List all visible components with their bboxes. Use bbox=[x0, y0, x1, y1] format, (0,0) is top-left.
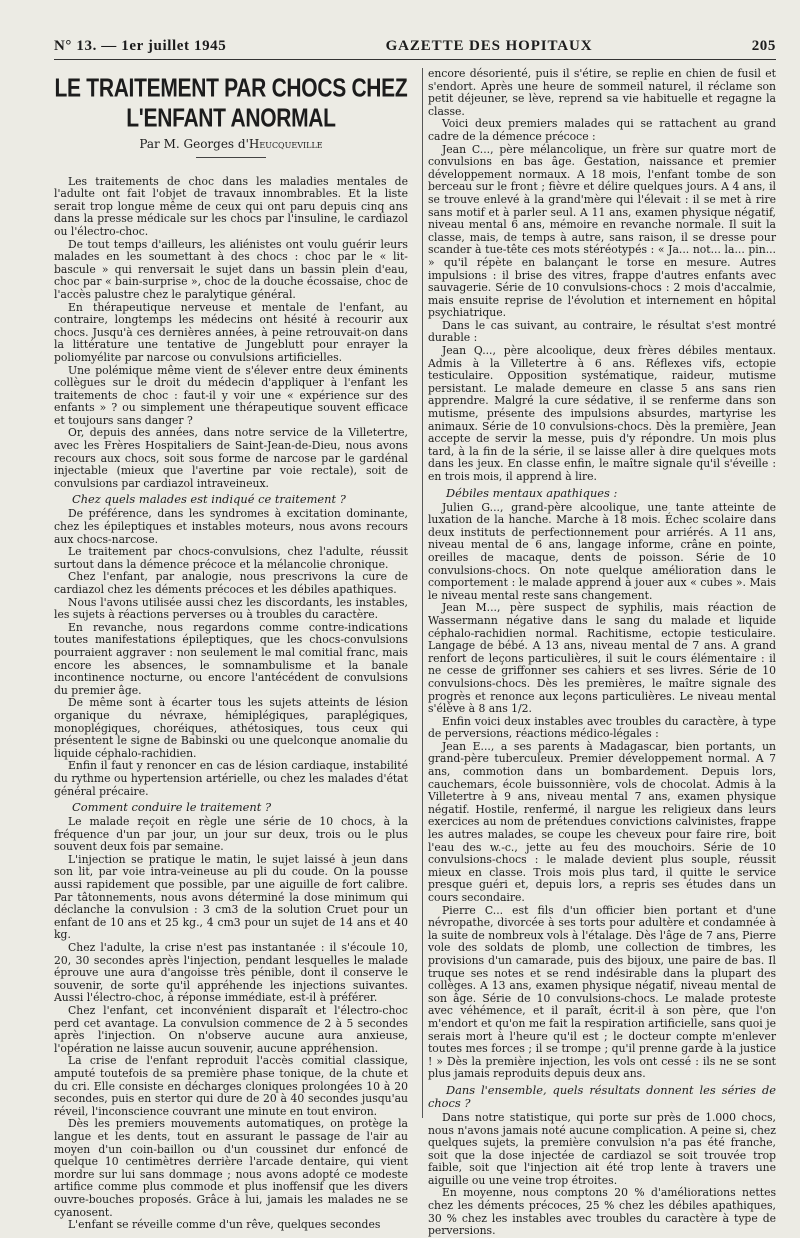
paragraph: Jean M..., père suspect de syphilis, mais réaction de Wassermann négative dans le sang du malade et liquide céphalo-rachidien normal. Rachitisme, ectopie testiculaire. Langage de bébé. A 13 ans, niveau mental de 7 ans. A grand renfort de leçons particulières, il suit le cours élémentaire : il ne cesse de griffonner ses cahiers et ses livres. Série de 10 convulsions-chocs. Dès les premières, le maître signale des progrès et renonce aux leçons particulières. Le niveau mental s'élève à 8 ans 1/2. bbox=[427, 601, 776, 716]
paragraph: Jean Q..., père alcoolique, deux frères débiles mentaux. Admis à la Villetertre à 6 ans. Réflexes vifs, ectopie testiculaire. Opposition systématique, raideur, mutisme persistant. Le malade demeure en classe 5 ans sans rien apprendre. Malgré la cure sédative, il se renferme dans son mutisme, présente des impulsions absurdes, martyrise les animaux. Série de 10 convulsions-chocs. Dès la première, Jean accepte de servir la messe, puis d'y répondre. Un mois plus tard, à la fin de la série, il se laisse aller à dire quelques mots dans les jeux. En classe enfin, le maître signale qu'il s'éveille : en trois mois, il apprend à lire. bbox=[427, 344, 776, 483]
paragraph: De tout temps d'ailleurs, les aliénistes ont voulu guérir leurs malades en les soumettant à des chocs : choc par le « lit-bascule » qui renversait le sujet dans un bassin plein d'eau, choc par « bain-surprise », choc de la douche écossaise, choc de l'accès palustre chez le paralytique général. bbox=[54, 237, 408, 301]
paragraph: De préférence, dans les syndromes à excitation dominante, chez les épileptiques et instables moteurs, nous avons recours aux chocs-narcose. bbox=[54, 507, 408, 546]
article-title: LE TRAITEMENT PAR CHOCS CHEZ L'ENFANT ANORMAL bbox=[54, 74, 408, 133]
journal-name: GAZETTE DES HOPITAUX bbox=[385, 38, 593, 54]
section-heading: Chez quels malades est indiqué ce traitement ? bbox=[72, 492, 346, 507]
paragraph: Le traitement par chocs-convulsions, chez l'adulte, réussit surtout dans la démence précoce et la mélancolie chronique. bbox=[54, 545, 408, 571]
byline-prefix: Par M. Georges d' bbox=[139, 137, 249, 151]
paragraph: Chez l'adulte, la crise n'est pas instantanée : il s'écoule 10, 20, 30 secondes après l'injection, pendant lesquelles le malade éprouve une aura d'angoisse très pénible, dont il conserve le souvenir, de sorte qu'il appréhende les injections suivantes. Aussi l'électro-choc, à réponse immédiate, est-il à préférer. bbox=[54, 941, 408, 1005]
page-number: 205 bbox=[751, 38, 776, 54]
paragraph: Chez l'enfant, cet inconvénient disparaît et l'électro-choc perd cet avantage. La convulsion commence de 2 à 5 secondes après l'injection. On n'observe aucune aura anxieuse, l'opération ne laisse aucun souvenir, aucune appréhension. bbox=[54, 1004, 408, 1055]
paragraph: Le malade reçoit en règle une série de 10 chocs, à la fréquence d'un par jour, un jour sur deux, trois ou le plus souvent deux fois par semaine. bbox=[54, 815, 408, 854]
column-divider bbox=[422, 68, 423, 1118]
paragraph: encore désorienté, puis il s'étire, se replie en chien de fusil et s'endort. Après une heure de sommeil naturel, il réclame son petit déjeuner, se lève, reprend sa vie habituelle et regagne la classe. bbox=[427, 67, 776, 118]
paragraph: L'enfant se réveille comme d'un rêve, quelques secondes bbox=[68, 1218, 381, 1232]
paragraph: Dans le cas suivant, au contraire, le résultat s'est montré durable : bbox=[427, 318, 776, 345]
section-heading: Comment conduire le traitement ? bbox=[72, 800, 272, 815]
paragraph: Or, depuis des années, dans notre service de la Villetertre, avec les Frères Hospitaliers de Saint-Jean-de-Dieu, nous avons recours aux chocs, soit sous forme de narcose par le gardénal injectable (mieux que l'avertine par voie rectale), soit de convulsions par cardiazol intraveineux. bbox=[54, 426, 408, 490]
paragraph: La crise de l'enfant reproduit l'accès comitial classique, amputé toutefois de sa première phase tonique, de la chute et du cri. Elle consiste en décharges cloniques prolongées 10 à 20 secondes, puis en stertor qui dure de 20 à 40 secondes jusqu'au réveil, l'inconscience couvrant une minute en tout environ. bbox=[54, 1054, 408, 1118]
section-heading: Débiles mentaux apathiques : bbox=[445, 485, 618, 500]
left-column bbox=[54, 68, 408, 1238]
article-byline bbox=[54, 138, 408, 151]
paragraph: Chez l'enfant, par analogie, nous prescrivons la cure de cardiazol chez les déments précoces et les débiles apathiques. bbox=[54, 570, 408, 596]
paragraph: En moyenne, nous comptons 20 % d'améliorations nettes chez les déments précoces, 25 % chez les débiles apathiques, 30 % chez les instables avec troubles du caractère à type de perversions. bbox=[427, 1186, 776, 1238]
paragraph: Les traitements de choc dans les maladies mentales de l'adulte ont fait l'objet de travaux innombrables. Et la liste serait trop longue même de ceux qui ont paru depuis cinq ans dans la presse médicale sur les chocs par l'insuline, le cardiazol ou l'électro-choc. bbox=[54, 174, 408, 238]
running-header bbox=[54, 38, 776, 60]
paragraph: Jean E..., a ses parents à Madagascar, bien portants, un grand-père tuberculeux. Premier développement normal. A 7 ans, commotion dans un bombardement. Depuis lors, cauchemars, école buissonnière, vols de chocolat. Admis à la Villetertre à 9 ans, niveau mental 7 ans, examen physique négatif. Hostile, renfermé, il nargue les religieux dans leurs exercices au nom de prétendues convictions calvinistes, frappe les autres malades, se coupe les cheveux pour faire rire, boit l'eau des w.-c., jette au feu des mouchoirs. Série de 10 convulsions-chocs : le malade devient plus souple, réussit mieux en classe. Trois mois plus tard, il quitte le service presque guéri et, depuis lors, a repris ses études dans un cours secondaire. bbox=[427, 739, 776, 904]
paragraph: Voici deux premiers malades qui se rattachent au grand cadre de la démence précoce : bbox=[427, 117, 776, 143]
paragraph: Enfin il faut y renoncer en cas de lésion cardiaque, instabilité du rythme ou hypertension artérielle, ou chez les malades d'état général précaire. bbox=[54, 759, 408, 798]
paragraph: Une polémique même vient de s'élever entre deux éminents collègues sur le droit du médecin d'appliquer à l'enfant les traitements de choc : faut-il y voir une « expérience sur des enfants » ? ou simplement une thérapeutique souvent efficace et toujours sans danger ? bbox=[54, 363, 408, 427]
author-name: Heucqueville bbox=[248, 137, 323, 151]
paragraph: En thérapeutique nerveuse et mentale de l'enfant, au contraire, longtemps les médecins ont hésité à recourir aux chocs. Jusqu'à ces dernières années, à peine retrouvait-on dans la littérature une tentative de Jungeblutt pour enrayer la poliomyélite par narcose ou convulsions artificielles. bbox=[54, 300, 408, 364]
paragraph: Dès les premiers mouvements automatiques, on protège la langue et les dents, tout en assurant le passage de l'air au moyen d'un coin-baillon ou d'un coussinet dur enfoncé de quelque 10 centimètres derrière l'arcade dentaire, qui vient mordre sur lui sans dommage ; nous avons adopté ce modeste artifice comme plus commode et plus inoffensif que les divers ouvre-bouches proposés. Grâce à lui, jamais les malades ne se cyanosent. bbox=[54, 1117, 408, 1219]
paragraph: L'injection se pratique le matin, le sujet laissé à jeun dans son lit, par voie intra-veineuse au pli du coude. On la pousse aussi rapidement que possible, par une aiguille de fort calibre. Par tâtonnements, nous avons déterminé la dose minimum qui déclanche la convulsion : 3 cm3 de la solution Cruet pour un enfant de 10 ans et 25 kg., 4 cm3 pour un sujet de 14 ans et 40 kg. bbox=[54, 852, 408, 942]
paragraph: Julien G..., grand-père alcoolique, une tante atteinte de luxation de la hanche. Marche à 18 mois. Échec scolaire dans deux instituts de perfectionnement pour arriérés. A 11 ans, niveau mental de 6 ans, langage informe, crâne en pointe, oreilles de macaque, dents de poisson. Série de 10 convulsions-chocs. On note quelque amélioration dans le comportement : le malade apprend à jouer aux « cubes ». Mais le niveau mental reste sans changement. bbox=[427, 500, 776, 602]
paragraph: Nous l'avons utilisée aussi chez les discordants, les instables, les sujets à réactions perverses ou à troubles du caractère. bbox=[54, 595, 408, 622]
paragraph: De même sont à écarter tous les sujets atteints de lésion organique du névraxe, hémiplégiques, paraplégiques, monoplégiques, choréiques, athétosiques, tous ceux qui présentent le signe de Babinski ou une quelconque anomalie du liquide céphalo-rachidien. bbox=[54, 696, 408, 760]
paragraph: Pierre C... est fils d'un officier bien portant et d'une névropathe, divorcée à ses torts pour adultère et condamnée à la suite de nombreux vols à l'étalage. Dès l'âge de 7 ans, Pierre vole des soldats de plomb, une collection de timbres, les provisions d'un camarade, puis des bijoux, une paire de bas. Il truque ses notes et se rend indésirable dans la plupart des collèges. A 13 ans, examen physique négatif, niveau mental de son âge. Série de 10 convulsions-chocs. Le malade proteste avec véhémence, et il paraît, écrit-il à son père, que l'on m'endort et qu'on me fait la respiration artificielle, sans quoi je serais mort à l'heure qu'il est ; le docteur compte m'enlever toutes mes forces ; il se trompe ; qu'il prenne garde à la justice ! » Dès la première injection, les vols ont cessé : ils ne se sont plus jamais reproduits depuis deux ans. bbox=[427, 903, 776, 1081]
paragraph: Enfin voici deux instables avec troubles du caractère, à type de perversions, réactions médico-légales : bbox=[427, 714, 776, 741]
two-column-body bbox=[54, 68, 776, 1238]
paragraph: Dans notre statistique, qui porte sur près de 1.000 chocs, nous n'avons jamais noté aucune complication. A peine si, chez quelques sujets, la première convulsion n'a pas été franche, soit que la dose injectée de cardiazol se soit trouvée trop faible, soit que l'injection ait été trop lente à travers une aiguille ou une veine trop étroites. bbox=[427, 1110, 776, 1187]
issue-number: N° 13. — 1er juillet 1945 bbox=[54, 38, 227, 54]
title-rule bbox=[196, 157, 266, 158]
right-column bbox=[428, 68, 776, 1238]
section-heading: Dans l'ensemble, quels résultats donnent les séries de chocs ? bbox=[427, 1082, 776, 1110]
paragraph: En revanche, nous regardons comme contre-indications toutes manifestations épileptiques, que les chocs-convulsions pourraient aggraver : non seulement le mal comitial franc, mais encore les absences, le somnambulisme et la banale incontinence nocturne, ou encore l'antécédent de convulsions du premier âge. bbox=[54, 620, 408, 697]
paragraph: Jean C..., père mélancolique, un frère sur quatre mort de convulsions en bas âge. Gestation, naissance et premier développement normaux. A 18 mois, l'enfant tombe de son berceau sur le front ; fièvre et délire quelques jours. A 4 ans, il se trouve enlevé à la grand'mère qui l'élevait : il se met à rire sans motif et à parler seul. A 11 ans, examen physique négatif, niveau mental 6 ans, mémoire en revanche normale. Il suit la classe, mais, de temps à autre, sans raison, il se dresse pour scander à tue-tête ces mots stéréotypés : « Ja... not... la... pin... » qu'il répète en balançant le torse en mesure. Autres impulsions : il brise des vitres, frappe d'autres enfants avec sauvagerie. Série de 10 convulsions-chocs : 2 mois d'accalmie, mais ensuite reprise de l'évolution et internement en hôpital psychiatrique. bbox=[427, 142, 776, 320]
